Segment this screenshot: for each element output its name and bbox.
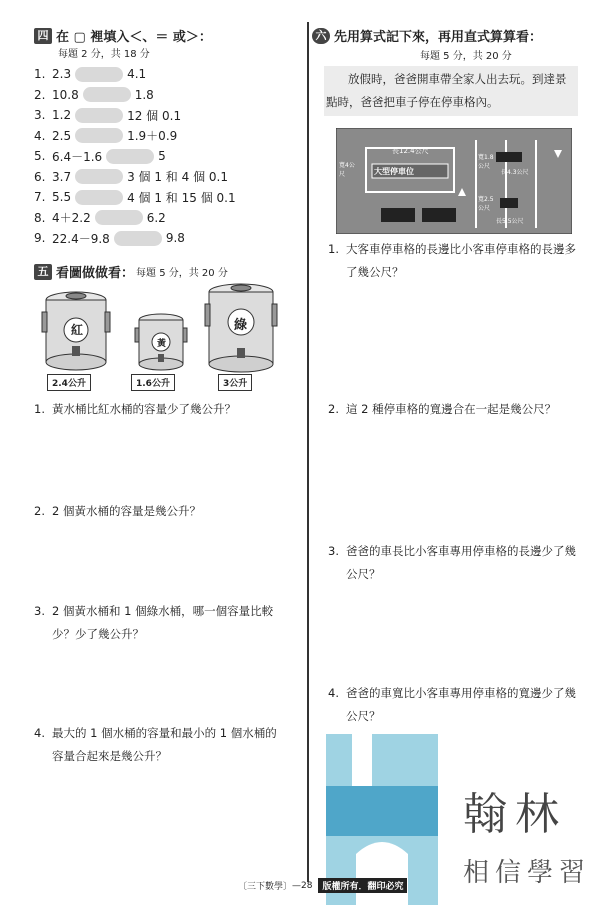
- yellow-bucket-label: 黃: [157, 339, 167, 349]
- section4-tag: 四: [34, 28, 52, 44]
- section5-header: [34, 262, 228, 281]
- item-number: 7.: [34, 190, 46, 204]
- section5-question-1: 1. 黃水桶比紅水桶的容量少了幾公升？: [34, 402, 236, 416]
- bus-width-label: 寬4公尺: [339, 162, 355, 178]
- car-width-label: 寬1.8公尺: [478, 154, 494, 170]
- section6-title: 先用算式記下來，再用直式算算看：: [334, 30, 543, 45]
- parked-car-icon-2: [422, 208, 456, 222]
- left-expression: 6.4－1.6: [52, 149, 103, 164]
- right-expression: 9.8: [165, 231, 185, 245]
- red-bucket-capacity: 2.4公升: [47, 374, 91, 391]
- section6-passage: 放假時，爸爸開車帶全家人出去玩。到達景點時，爸爸把車子停在停車格內。: [324, 66, 578, 116]
- left-expression: 1.2: [52, 108, 72, 122]
- right-expression: 5: [158, 149, 166, 163]
- item-number: 3.: [34, 108, 46, 122]
- item-number: 6.: [34, 169, 46, 184]
- section6-question-3: 3. 爸爸的車長比小客車專用停車格的長邊少了幾公尺？: [328, 544, 576, 581]
- brand-slogan: 相信學習: [463, 858, 592, 888]
- item-number: 1.: [34, 67, 46, 81]
- left-expression: 3.7: [52, 169, 72, 184]
- left-expression: 2.3: [52, 67, 72, 81]
- right-expression: 1.9＋0.9: [127, 129, 178, 143]
- red-bucket-label: 紅: [71, 323, 84, 337]
- section4-header: [34, 26, 212, 45]
- item-number: 4.: [34, 128, 46, 143]
- answer-blank[interactable]: [75, 128, 123, 143]
- left-expression: 10.8: [52, 87, 79, 102]
- section6-header: [312, 26, 542, 45]
- answer-blank[interactable]: [83, 87, 131, 102]
- section5-question-3: 3. 2 個黃水桶和 1 個綠水桶，哪一個容量比較少？少了幾公升？: [34, 604, 274, 641]
- space-length-label: 長5.5公尺: [496, 218, 524, 225]
- section6-tag: 六: [312, 28, 330, 44]
- answer-blank[interactable]: [75, 190, 123, 205]
- left-expression: 4＋2.2: [52, 211, 91, 225]
- section4-item: [34, 210, 166, 226]
- footer-book: 〔三下數學〕: [238, 882, 293, 892]
- section6-score: 每題 5 分，共 20 分: [420, 51, 512, 62]
- item-number: 5.: [34, 149, 46, 163]
- section4-item: [34, 87, 154, 103]
- answer-blank[interactable]: [75, 67, 123, 82]
- right-expression: 4.1: [127, 67, 147, 81]
- section4-item: [34, 148, 166, 164]
- section5-tag: 五: [34, 264, 52, 280]
- green-bucket-capacity: 3公升: [218, 374, 252, 391]
- brand-name: 翰林: [463, 789, 567, 840]
- right-expression: 4 個 1 和 15 個 0.1: [127, 190, 236, 205]
- car-length-label: 長4.3公尺: [501, 169, 529, 176]
- section4-item: [34, 230, 185, 246]
- right-expression: 12 個 0.1: [127, 108, 182, 123]
- item-number: 8.: [34, 210, 46, 225]
- answer-blank[interactable]: [75, 108, 123, 123]
- parking-diagram: [336, 128, 572, 234]
- section4-score: 每題 2 分，共 18 分: [58, 49, 150, 60]
- left-expression: 5.5: [52, 190, 72, 204]
- left-expression: 22.4－9.8: [52, 231, 110, 246]
- section6-question-4: 4. 爸爸的車寬比小客車專用停車格的寬邊少了幾公尺？: [328, 686, 576, 723]
- dad-car-icon: [496, 152, 522, 162]
- right-expression: 6.2: [146, 210, 166, 225]
- right-expression: 1.8: [134, 87, 154, 102]
- section6-question-1: 1. 大客車停車格的長邊比小客車停車格的長邊多了幾公尺？: [328, 242, 576, 279]
- section5-score: 每題 5 分，共 20 分: [136, 268, 228, 279]
- answer-blank[interactable]: [95, 210, 143, 225]
- section4-item: [34, 189, 236, 205]
- section4-item: [34, 66, 146, 82]
- answer-blank[interactable]: [75, 169, 123, 184]
- parked-car-icon: [381, 208, 415, 222]
- page-footer: [238, 878, 407, 893]
- answer-blank[interactable]: [114, 231, 162, 246]
- answer-blank[interactable]: [106, 149, 154, 164]
- right-expression: 3 個 1 和 4 個 0.1: [127, 170, 228, 184]
- space-width-label: 寬2.5公尺: [478, 196, 494, 212]
- section5-title: 看圖做做看：: [56, 266, 135, 281]
- bus-space-label: 大型停車位: [374, 167, 414, 176]
- section4-item: [34, 169, 228, 185]
- section4-title: 在 ▢ 裡填入＜、＝ 或＞：: [56, 30, 212, 45]
- item-number: 9.: [34, 231, 46, 245]
- bus-length-label: 長12.4公尺: [392, 147, 429, 155]
- footer-page: —28: [292, 880, 313, 891]
- section4-item: [34, 107, 181, 123]
- section5-question-4: 4. 最大的 1 個水桶的容量和最小的 1 個水桶的容量合起來是幾公升？: [34, 726, 277, 763]
- item-number: 2.: [34, 87, 46, 102]
- column-divider: [307, 22, 309, 882]
- green-bucket-label: 綠: [234, 318, 248, 333]
- section5-question-2: 2. 2 個黃水桶的容量是幾公升？: [34, 504, 201, 518]
- yellow-bucket-capacity: 1.6公升: [131, 374, 175, 391]
- footer-rights: 版權所有．翻印必究: [318, 878, 407, 893]
- small-car-icon: [500, 198, 518, 208]
- section6-question-2: 2. 這 2 種停車格的寬邊合在一起是幾公尺？: [328, 402, 557, 416]
- section4-item: [34, 128, 177, 144]
- left-expression: 2.5: [52, 128, 72, 143]
